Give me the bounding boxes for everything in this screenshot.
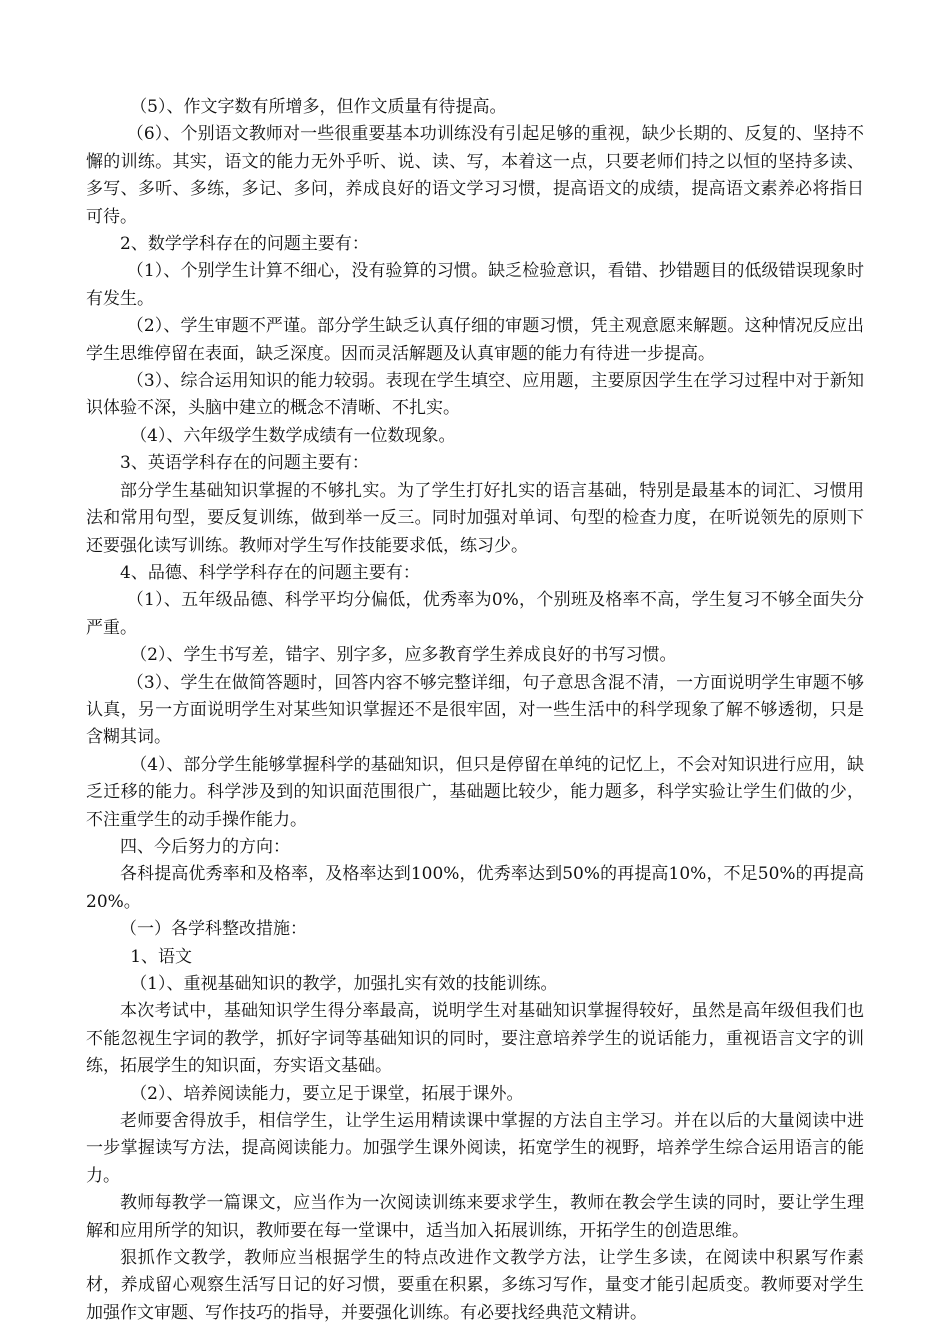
- heading-english-problems: 3、英语学科存在的问题主要有：: [120, 453, 369, 474]
- paragraph-basic-knowledge: 本次考试中，基础知识学生得分率最高，说明学生对基础知识掌握得较好，虽然是高年级但我们也不能忽视生字词的教学，抓好字词等基础知识的同时，要注意培养学生的说话能力，重视语言文字的训练，拓展学生的知识面，夯实语文基础。: [86, 1001, 864, 1077]
- paragraph-chinese-measure-2: （2）、培养阅读能力，要立足于课堂，拓展于课外。: [130, 1083, 524, 1104]
- document-body: [86, 94, 864, 1327]
- heading-math-problems: 2、数学学科存在的问题主要有：: [120, 234, 369, 255]
- paragraph-math-item-3: （3）、综合运用知识的能力较弱。表现在学生填空、应用题，主要原因学生在学习过程中对于新知识体验不深，头脑中建立的概念不清晰、不扎实。: [86, 371, 864, 419]
- paragraph-chinese-measure-1: （1）、重视基础知识的教学，加强扎实有效的技能训练。: [130, 974, 558, 994]
- paragraph-chinese-item-6: （6）、个别语文教师对一些很重要基本功训练没有引起足够的重视，缺少长期的、反复的、坚持不懈的训练。其实，语文的能力无外乎听、说、读、写，本着这一点，只要老师们持之以恒的坚持多读、多写、多听、多练，多记、多问，养成良好的语文学习习惯，提高语文的成绩，提高语文素养必将指日可待。: [86, 124, 864, 227]
- paragraph-english-body: 部分学生基础知识掌握的不够扎实。为了学生打好扎实的语言基础，特别是最基本的词汇、习惯用法和常用句型，要反复训练，做到举一反三。同时加强对单词、句型的检查力度，在听说领先的原则下还要强化读写训练。教师对学生写作技能要求低，练习少。: [86, 480, 864, 556]
- paragraph-math-item-2: （2）、学生审题不严谨。部分学生缺乏认真仔细的审题习惯，凭主观意愿来解题。这种情况反应出学生思维停留在表面，缺乏深度。因而灵活解题及认真审题的能力有待进一步提高。: [86, 316, 864, 364]
- paragraph-math-item-1: （1）、个别学生计算不细心，没有验算的习惯。缺乏检验意识，看错、抄错题目的低级错误现象时有发生。: [86, 261, 864, 309]
- heading-chinese-measures: 1、语文: [130, 946, 193, 967]
- paragraph-math-item-4: （4）、六年级学生数学成绩有一位数现象。: [130, 425, 456, 446]
- heading-science-problems: 4、品德、科学学科存在的问题主要有：: [120, 562, 420, 583]
- paragraph-future-goal: 各科提高优秀率和及格率，及格率达到100%，优秀率达到50%的再提高10%，不足50%的再提高20%。: [86, 864, 864, 912]
- heading-rectification-measures: （一）各学科整改措施：: [120, 919, 307, 940]
- paragraph-chinese-item-5: （5）、作文字数有所增多，但作文质量有待提高。: [130, 97, 507, 117]
- paragraph-science-item-1: （1）、五年级品德、科学平均分偏低，优秀率为0%，个别班及格率不高，学生复习不够全面失分严重。: [86, 590, 864, 638]
- paragraph-science-item-2: （2）、学生书写差，错字、别字多，应多教育学生养成良好的书写习惯。: [130, 645, 677, 666]
- paragraph-writing-teaching: 狠抓作文教学，教师应当根据学生的特点改进作文教学方法，让学生多读，在阅读中积累写作素材，养成留心观察生活写日记的好习惯，要重在积累，多练习写作，量变才能引起质变。教师要对学生加强作文审题、写作技巧的指导，并要强化训练。有必要找经典范文精讲。: [86, 1248, 864, 1323]
- paragraph-science-item-4: （4）、部分学生能够掌握科学的基础知识，但只是停留在单纯的记忆上，不会对知识进行应用，缺乏迁移的能力。科学涉及到的知识面范围很广，基础题比较少，能力题多，科学实验让学生们做的少，不注重学生的动手操作能力。: [86, 754, 864, 830]
- paragraph-science-item-3: （3）、学生在做简答题时，回答内容不够完整详细，句子意思含混不清，一方面说明学生审题不够认真，另一方面说明学生对某些知识掌握还不是很牢固，对一些生活中的科学现象了解不够透彻，只是含糊其词。: [86, 672, 864, 748]
- heading-future-direction: 四、今后努力的方向：: [120, 836, 290, 857]
- paragraph-reading-practice: 老师要舍得放手，相信学生，让学生运用精读课中掌握的方法自主学习。并在以后的大量阅读中进一步掌握读写方法，提高阅读能力。加强学生课外阅读，拓宽学生的视野，培养学生综合运用语言的能力。: [86, 1111, 864, 1186]
- paragraph-lesson-training: 教师每教学一篇课文，应当作为一次阅读训练来要求学生，教师在教会学生读的同时，要让学生理解和应用所学的知识，教师要在每一堂课中，适当加入拓展训练，开拓学生的创造思维。: [86, 1193, 864, 1241]
